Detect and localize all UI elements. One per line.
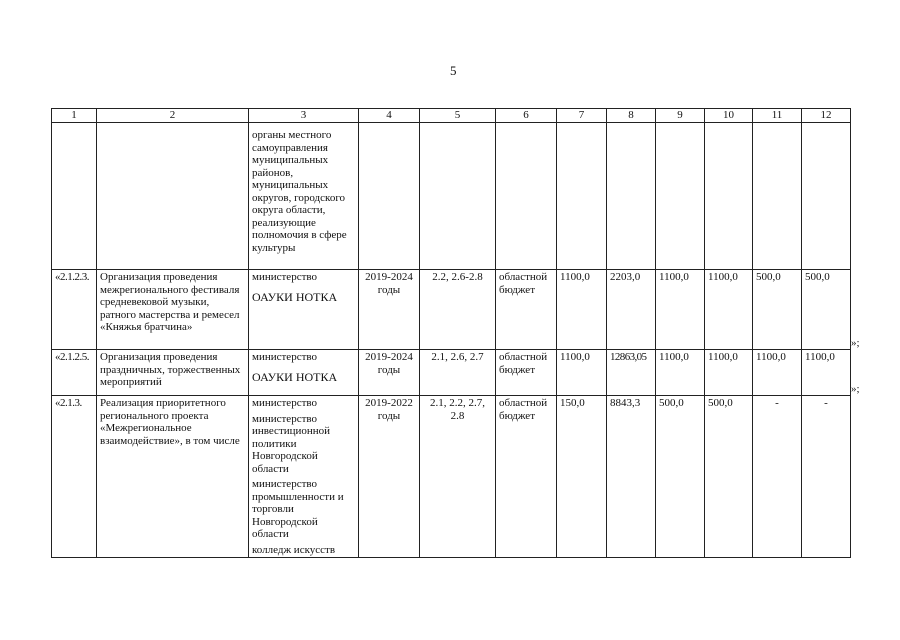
period-cell: 2019-2022 годы xyxy=(359,396,420,558)
value-cell: 8843,3 xyxy=(607,396,656,558)
value-cell: 1100,0 xyxy=(557,270,607,350)
value-cell: 500,0 xyxy=(705,396,753,558)
col-header: 12 xyxy=(802,109,851,123)
executor-line: министерство xyxy=(252,397,318,409)
col-header: 5 xyxy=(420,109,496,123)
value-cell: 12863,05 xyxy=(607,350,656,396)
col-header: 3 xyxy=(249,109,359,123)
executor-line: ОАУКИ НОТКА xyxy=(252,369,338,384)
value-cell: 1100,0 xyxy=(656,350,705,396)
col-header: 11 xyxy=(753,109,802,123)
row-code: «2.1.3. xyxy=(52,396,97,558)
value-cell: 1100,0 xyxy=(753,350,802,396)
row-code: «2.1.2.5. xyxy=(52,350,97,396)
executor-line: министерство промышленности и торговли Новгородской области xyxy=(252,478,344,540)
row-closing-quote: »; xyxy=(851,337,860,349)
source-cell: областной бюджет xyxy=(496,350,557,396)
table-row xyxy=(52,270,851,350)
executor-line: министерство xyxy=(252,271,318,283)
value-cell: 1100,0 xyxy=(557,350,607,396)
targets-cell: 2.1, 2.6, 2.7 xyxy=(420,350,496,396)
event-name: Организация проведения межрегионального фестиваля средневековой музыки, ратного мастерства и ремесел «Княжья братчина» xyxy=(97,270,249,350)
value-cell: 150,0 xyxy=(557,396,607,558)
executor-cell xyxy=(249,350,359,396)
executor-cell xyxy=(249,270,359,350)
executor-cell: органы местного самоуправления муниципальных районов, муниципальных округов, городского округа области, реализующие полномочия в сфере культуры xyxy=(249,123,359,270)
value-cell: 500,0 xyxy=(802,270,851,350)
value-cell: - xyxy=(802,396,851,558)
col-header: 8 xyxy=(607,109,656,123)
row-code: «2.1.2.3. xyxy=(52,270,97,350)
col-header: 6 xyxy=(496,109,557,123)
source-cell: областной бюджет xyxy=(496,270,557,350)
event-name: Организация проведения праздничных, торжественных мероприятий xyxy=(97,350,249,396)
value-cell: 2203,0 xyxy=(607,270,656,350)
targets-cell: 2.1, 2.2, 2.7, 2.8 xyxy=(420,396,496,558)
col-header: 9 xyxy=(656,109,705,123)
table-row xyxy=(52,396,851,558)
col-header: 1 xyxy=(52,109,97,123)
period-cell: 2019-2024 годы xyxy=(359,350,420,396)
value-cell: 500,0 xyxy=(753,270,802,350)
header-row xyxy=(52,109,851,123)
value-cell: 1100,0 xyxy=(705,350,753,396)
value-cell: 500,0 xyxy=(656,396,705,558)
event-name: Реализация приоритетного регионального проекта «Межрегиональное взаимодействие», в том числе xyxy=(97,396,249,558)
value-cell: - xyxy=(753,396,802,558)
value-cell: 1100,0 xyxy=(705,270,753,350)
value-cell: 1100,0 xyxy=(802,350,851,396)
table-row xyxy=(52,123,851,270)
executor-line: ОАУКИ НОТКА xyxy=(252,289,338,304)
executor-line: министерство инвестиционной политики Новгородской области xyxy=(252,412,331,475)
col-header: 4 xyxy=(359,109,420,123)
executor-line: министерство xyxy=(252,351,318,363)
source-cell: областной бюджет xyxy=(496,396,557,558)
table-row xyxy=(52,350,851,396)
executor-cell xyxy=(249,396,359,558)
executor-line: колледж искусств xyxy=(252,543,336,556)
col-header: 2 xyxy=(97,109,249,123)
program-table xyxy=(51,108,851,558)
row-closing-quote: »; xyxy=(851,383,860,395)
targets-cell: 2.2, 2.6-2.8 xyxy=(420,270,496,350)
value-cell: 1100,0 xyxy=(656,270,705,350)
col-header: 10 xyxy=(705,109,753,123)
col-header: 7 xyxy=(557,109,607,123)
period-cell: 2019-2024 годы xyxy=(359,270,420,350)
page-number: 5 xyxy=(450,63,457,78)
